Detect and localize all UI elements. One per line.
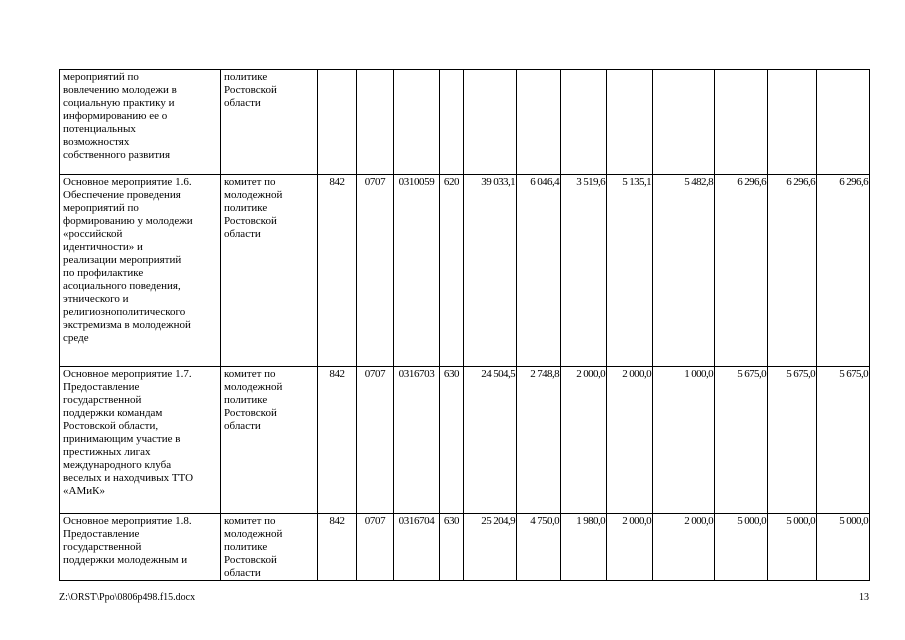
- total-amount-cell: 24 504,5: [464, 367, 517, 514]
- activity-name-cell: Основное мероприятие 1.8. Предоставление государственной поддержки молодежным и: [60, 514, 221, 581]
- year-2016-cell: [607, 70, 653, 175]
- year-2019-cell: 5 000,0: [768, 514, 817, 581]
- year-2016-cell: 2 000,0: [607, 367, 653, 514]
- csr-code-cell: [394, 70, 440, 175]
- year-2020-cell: 5 000,0: [817, 514, 870, 581]
- table-row: [60, 70, 870, 175]
- year-2020-cell: [817, 70, 870, 175]
- year-2014-cell: 4 750,0: [517, 514, 561, 581]
- year-2016-cell: 5 135,1: [607, 175, 653, 367]
- total-amount-cell: 25 204,9: [464, 514, 517, 581]
- year-2017-cell: [653, 70, 715, 175]
- rzpr-code-cell: 0707: [357, 514, 394, 581]
- activity-name-cell: Основное мероприятие 1.6. Обеспечение проведения мероприятий по формированию у молодежи «российской идентичности» и реализации мероприятий по профилактике асоциального поведения, этнического и религиознополитического экстремизма в молодежной среде: [60, 175, 221, 367]
- rzpr-code-cell: 0707: [357, 367, 394, 514]
- file-path: Z:\ORST\Ppo\0806p498.f15.docx: [59, 592, 196, 603]
- year-2015-cell: 2 000,0: [561, 367, 607, 514]
- table-row: [60, 514, 870, 581]
- total-amount-cell: [464, 70, 517, 175]
- vr-code-cell: [440, 70, 464, 175]
- year-2018-cell: 5 000,0: [715, 514, 768, 581]
- vr-code-cell: 630: [440, 367, 464, 514]
- executor-cell: политике Ростовской области: [221, 70, 318, 175]
- year-2014-cell: 2 748,8: [517, 367, 561, 514]
- year-2018-cell: 5 675,0: [715, 367, 768, 514]
- year-2017-cell: 2 000,0: [653, 514, 715, 581]
- year-2019-cell: [768, 70, 817, 175]
- grbs-code-cell: 842: [318, 175, 357, 367]
- rzpr-code-cell: [357, 70, 394, 175]
- year-2015-cell: 1 980,0: [561, 514, 607, 581]
- executor-cell: комитет по молодежной политике Ростовской области: [221, 367, 318, 514]
- year-2018-cell: 6 296,6: [715, 175, 768, 367]
- program-table: [59, 69, 870, 581]
- year-2020-cell: 6 296,6: [817, 175, 870, 367]
- vr-code-cell: 630: [440, 514, 464, 581]
- csr-code-cell: 0310059: [394, 175, 440, 367]
- activity-name-cell: Основное мероприятие 1.7. Предоставление государственной поддержки командам Ростовской области, принимающим участие в престижных лигах международного клуба веселых и находчивых ТТО «АМиК»: [60, 367, 221, 514]
- activity-name-cell: мероприятий по вовлечению молодежи в социальную практику и информированию ее о потенциальных возможностях собственного развития: [60, 70, 221, 175]
- year-2016-cell: 2 000,0: [607, 514, 653, 581]
- grbs-code-cell: 842: [318, 514, 357, 581]
- page-number: 13: [859, 592, 869, 603]
- year-2019-cell: 5 675,0: [768, 367, 817, 514]
- year-2018-cell: [715, 70, 768, 175]
- year-2020-cell: 5 675,0: [817, 367, 870, 514]
- csr-code-cell: 0316704: [394, 514, 440, 581]
- year-2017-cell: 5 482,8: [653, 175, 715, 367]
- year-2019-cell: 6 296,6: [768, 175, 817, 367]
- total-amount-cell: 39 033,1: [464, 175, 517, 367]
- year-2014-cell: [517, 70, 561, 175]
- executor-cell: комитет по молодежной политике Ростовской области: [221, 514, 318, 581]
- year-2017-cell: 1 000,0: [653, 367, 715, 514]
- executor-cell: комитет по молодежной политике Ростовской области: [221, 175, 318, 367]
- year-2015-cell: [561, 70, 607, 175]
- grbs-code-cell: 842: [318, 367, 357, 514]
- vr-code-cell: 620: [440, 175, 464, 367]
- rzpr-code-cell: 0707: [357, 175, 394, 367]
- year-2015-cell: 3 519,6: [561, 175, 607, 367]
- table-row: [60, 175, 870, 367]
- year-2014-cell: 6 046,4: [517, 175, 561, 367]
- table-row: [60, 367, 870, 514]
- csr-code-cell: 0316703: [394, 367, 440, 514]
- grbs-code-cell: [318, 70, 357, 175]
